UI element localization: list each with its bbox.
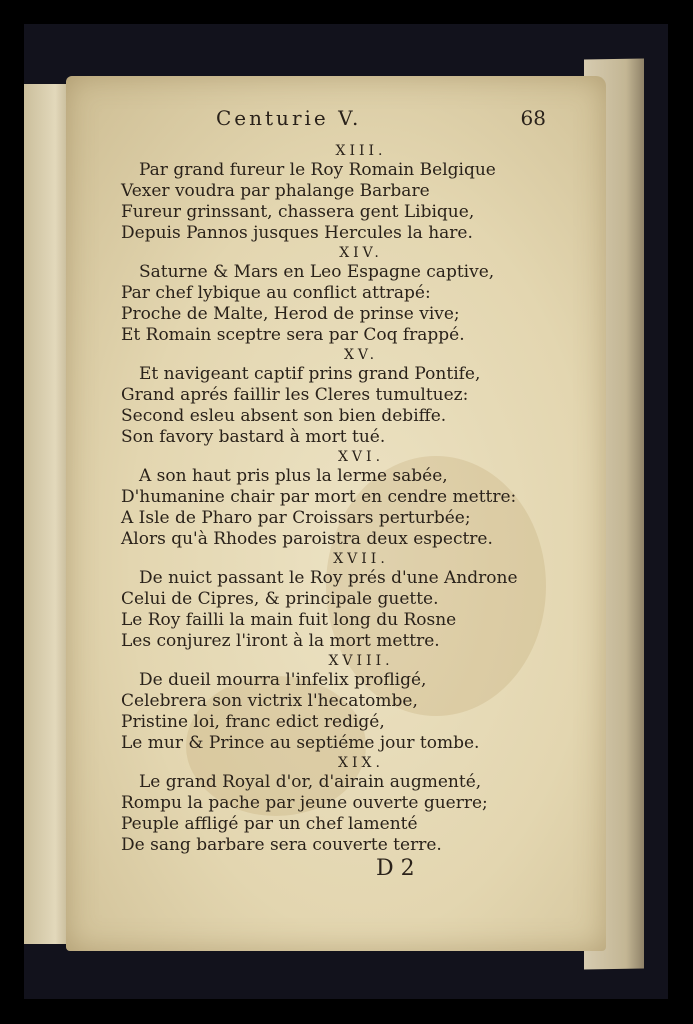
quatrain-number: XVII. bbox=[333, 551, 389, 567]
verse-line: Rompu la pache par jeune ouverte guerre; bbox=[121, 793, 488, 813]
verse-line: Fureur grinssant, chassera gent Libique, bbox=[121, 202, 475, 222]
verse-line: Peuple affligé par un chef lamenté bbox=[121, 814, 418, 834]
verse-line: A Isle de Pharo par Croissars perturbée; bbox=[121, 508, 471, 528]
verse-line: Alors qu'à Rhodes paroistra deux espectre. bbox=[121, 529, 493, 549]
quatrain-number: XVIII. bbox=[328, 653, 394, 669]
quatrain-number: XV. bbox=[343, 347, 379, 363]
verse-line: Le grand Royal d'or, d'airain augmenté, bbox=[139, 772, 482, 792]
text-block bbox=[121, 142, 561, 856]
quatrain bbox=[121, 142, 561, 244]
quatrain-number: XVI. bbox=[337, 449, 385, 465]
verse-line: Depuis Pannos jusques Hercules la hare. bbox=[121, 223, 473, 243]
verse-line: Celebrera son victrix l'hecatombe, bbox=[121, 691, 418, 711]
verse-line: Second esleu absent son bien debiffe. bbox=[121, 406, 447, 426]
photo-frame bbox=[24, 24, 668, 999]
quatrain-number: XIII. bbox=[335, 143, 387, 159]
verse-line: Et Romain sceptre sera par Coq frappé. bbox=[121, 325, 465, 345]
verse-line: Saturne & Mars en Leo Espagne captive, bbox=[139, 262, 495, 282]
verse-line: Vexer voudra par phalange Barbare bbox=[121, 181, 430, 201]
verse-line: Par grand fureur le Roy Romain Belgique bbox=[139, 160, 496, 180]
verse-line: Pristine loi, franc edict redigé, bbox=[121, 712, 385, 732]
quatrain-number: XIX. bbox=[338, 755, 384, 771]
verse-line: Par chef lybique au conflict attrapé: bbox=[121, 283, 431, 303]
verse-line: D'humanine chair par mort en cendre mettre: bbox=[121, 487, 517, 507]
verse-line: Les conjurez l'iront à la mort mettre. bbox=[121, 631, 440, 651]
quatrain bbox=[121, 346, 561, 448]
verse-line: A son haut pris plus la lerme sabée, bbox=[139, 466, 448, 486]
quatrain bbox=[121, 550, 561, 652]
verse-line: De nuict passant le Roy prés d'une Androne bbox=[139, 568, 518, 588]
running-head bbox=[216, 106, 546, 130]
verse-line: Le mur & Prince au septiéme jour tombe. bbox=[121, 733, 480, 753]
quatrain bbox=[121, 448, 561, 550]
verse-line: De sang barbare sera couverte terre. bbox=[121, 835, 442, 855]
verse-line: Proche de Malte, Herod de prinse vive; bbox=[121, 304, 460, 324]
verse-line: Grand aprés faillir les Cleres tumultuez: bbox=[121, 385, 469, 405]
verse-line: Et navigeant captif prins grand Pontife, bbox=[139, 364, 481, 384]
verse-line: Le Roy failli la main fuit long du Rosne bbox=[121, 610, 457, 630]
book-page bbox=[66, 76, 606, 951]
verse-line: De dueil mourra l'infelix profligé, bbox=[139, 670, 427, 690]
printer-signature: D 2 bbox=[376, 856, 415, 881]
quatrain bbox=[121, 244, 561, 346]
quatrain-number: XIV. bbox=[339, 245, 383, 261]
running-head-title: Centurie V. bbox=[216, 106, 362, 130]
verse-line: Celui de Cipres, & principale guette. bbox=[121, 589, 439, 609]
verse-line: Son favory bastard à mort tué. bbox=[121, 427, 386, 447]
quatrain bbox=[121, 652, 561, 754]
quatrain bbox=[121, 754, 561, 856]
folio-number: 68 bbox=[520, 106, 546, 130]
